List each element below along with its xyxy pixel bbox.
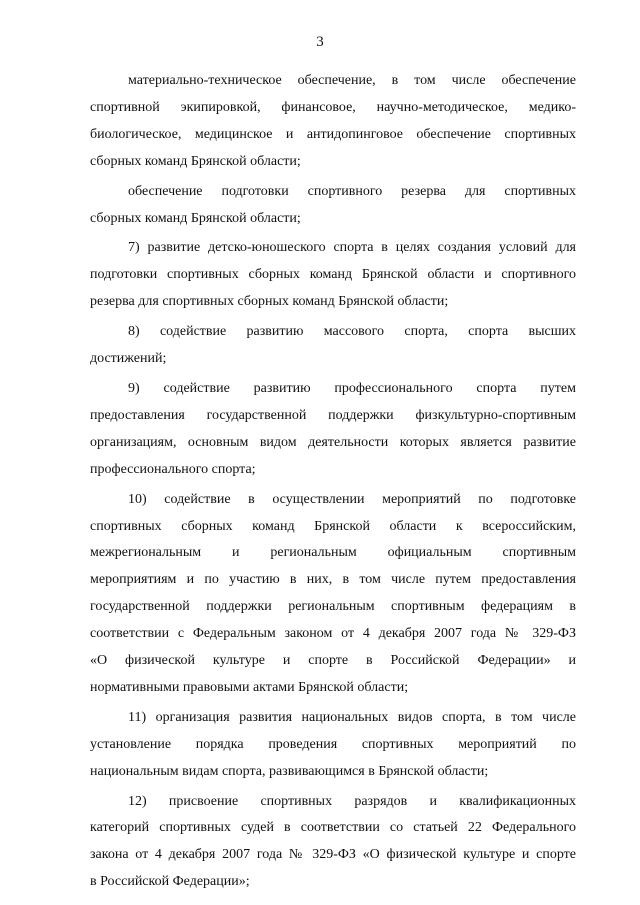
text-line: предоставления государственной поддержки физкультурно-спортивным — [90, 407, 576, 423]
text-line: соответствии с Федеральным законом от 4 декабря 2007 года № 329-ФЗ — [90, 626, 576, 642]
text-line: 7) развитие детско-юношеского спорта в целях создания условий для — [128, 240, 576, 256]
paragraph — [90, 376, 576, 484]
paragraph — [90, 235, 576, 316]
text-line: 8) содействие развитию массового спорта, спорта высших — [128, 324, 576, 340]
text-line: в Российской Федерации»; — [90, 874, 250, 890]
paragraph — [90, 789, 576, 897]
text-line: национальным видам спорта, развивающимся в Брянской области; — [90, 763, 489, 779]
text-line: закона от 4 декабря 2007 года № 329-ФЗ «О физической культуре и спорте — [90, 847, 576, 863]
text-line: «О физической культуре и спорте в Российской Федерации» и — [90, 653, 576, 669]
text-line: профессионального спорта; — [90, 461, 256, 477]
paragraph — [90, 319, 576, 373]
paragraph — [90, 179, 576, 233]
text-line: сборных команд Брянской области; — [90, 210, 301, 226]
page-number: 3 — [316, 34, 324, 50]
text-line: государственной поддержки региональным спортивным федерациям в — [90, 599, 576, 615]
text-line: материально-техническое обеспечение, в том числе обеспечение — [128, 73, 576, 88]
text-line: сборных команд Брянской области; — [90, 153, 301, 169]
text-line: 10) содействие в осуществлении мероприятий по подготовке — [128, 491, 576, 507]
text-line: установление порядка проведения спортивных мероприятий по — [90, 736, 576, 752]
text-line: межрегиональным и региональным официальным спортивным — [90, 545, 576, 561]
text-line: категорий спортивных судей в соответствии со статьей 22 Федерального — [90, 820, 576, 836]
paragraph — [90, 705, 576, 786]
text-line: достижений; — [90, 351, 167, 367]
text-line: обеспечение подготовки спортивного резерва для спортивных — [128, 183, 576, 199]
text-line: нормативными правовыми актами Брянской области; — [90, 679, 409, 695]
text-line: 12) присвоение спортивных разрядов и квалификационных — [128, 793, 576, 809]
document-body — [90, 68, 576, 899]
paragraph — [90, 487, 576, 702]
text-line: 9) содействие развитию профессионального спорта путем — [128, 380, 576, 396]
text-line: спортивной экипировкой, финансовое, научно-методическое, медико- — [90, 99, 576, 115]
paragraph — [90, 68, 576, 176]
text-line: 11) организация развития национальных видов спорта, в том числе — [128, 709, 576, 725]
text-line: мероприятиям и по участию в них, в том числе путем предоставления — [90, 572, 576, 588]
text-line: спортивных сборных команд Брянской области к всероссийским, — [90, 518, 576, 534]
text-line: подготовки спортивных сборных команд Брянской области и спортивного — [90, 267, 576, 283]
text-line: биологическое, медицинское и антидопинговое обеспечение спортивных — [90, 126, 576, 142]
text-line: резерва для спортивных сборных команд Брянской области; — [90, 294, 449, 310]
text-line: организациям, основным видом деятельности которых является развитие — [90, 434, 576, 450]
